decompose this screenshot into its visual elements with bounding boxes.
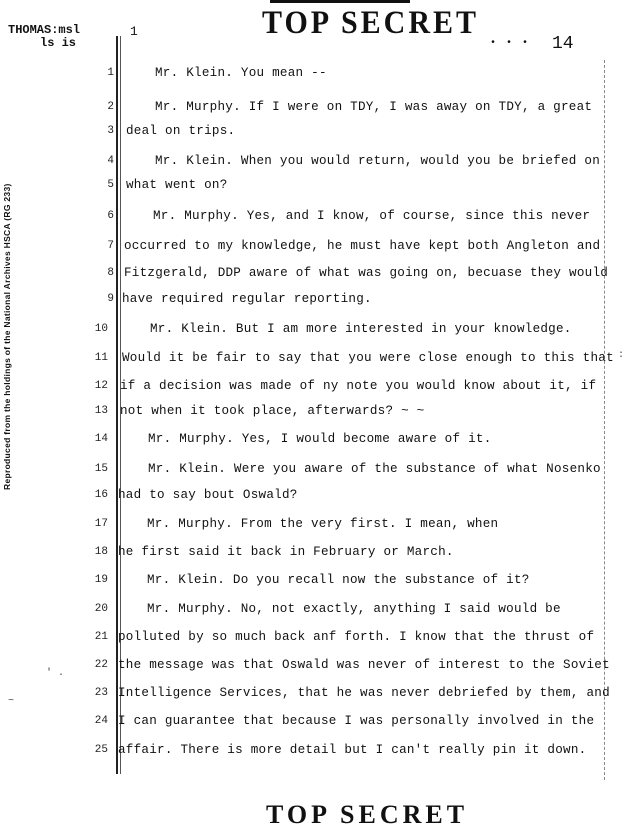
transcript-line: deal on trips. [126,124,236,138]
transcript-line: I can guarantee that because I was personally involved in the [118,714,595,728]
transcript-line: Mr. Murphy. If I were on TDY, I was away on TDY, a great [155,100,593,114]
transcript-line: Mr. Murphy. No, not exactly, anything I said would be [147,602,561,616]
sheet-number: 1 [130,24,138,39]
line-number: 21 [94,631,108,643]
transcript-line: Mr. Murphy. Yes, I would become aware of it. [148,432,492,446]
transcript-line: had to say bout Oswald? [118,488,298,502]
line-number: 8 [107,267,114,279]
transcript-line: Mr. Klein. You mean -- [155,66,327,80]
transcript-line: Mr. Klein. When you would return, would you be briefed on [155,154,601,168]
transcript-line: Intelligence Services, that he was never debriefed by them, and [118,686,610,700]
scan-speck: ' . [46,668,65,679]
line-number: 18 [94,546,108,558]
transcript-line: Mr. Murphy. Yes, and I know, of course, since this never [153,209,591,223]
transcript-line: Would it be fair to say that you were close enough to this that [122,351,614,365]
line-number: 3 [107,125,114,137]
line-number: 20 [94,603,108,615]
line-number: 13 [94,405,108,417]
scan-dots: • • • [490,38,531,49]
transcript-line: if a decision was made of ny note you would know about it, if [120,379,597,393]
transcript-line: not when it took place, afterwards? ~ ~ [120,404,425,418]
line-number: 9 [107,293,114,305]
transcript-line: have required regular reporting. [122,292,372,306]
classification-footer: TOP SECRET [266,800,469,826]
reporter-line-2: ls is [40,36,77,50]
transcript-line: polluted by so much back anf forth. I know that the thrust of [118,630,595,644]
reporter-initials [8,24,80,50]
line-number: 7 [107,240,114,252]
line-number: 10 [94,323,108,335]
line-number: 19 [94,574,108,586]
transcript-line: the message was that Oswald was never of interest to the Soviet [118,658,610,672]
line-number: 25 [94,744,108,756]
scan-speck: : [618,350,625,361]
transcript-line: Fitzgerald, DDP aware of what was going on, becuase they would [124,266,609,280]
line-number: 16 [94,489,108,501]
classification-header: TOP SECRET [262,4,480,41]
line-number: 5 [107,179,114,191]
scan-speck: ~ [8,696,15,707]
line-number: 2 [107,101,114,113]
transcript-line: Mr. Klein. Do you recall now the substance of it? [147,573,530,587]
line-number: 24 [94,715,108,727]
reporter-line-1: THOMAS:msl [8,23,81,37]
line-number: 11 [94,352,108,364]
line-number: 12 [94,380,108,392]
line-number: 17 [94,518,108,530]
transcript-line: he first said it back in February or March. [118,545,454,559]
page-number: 14 [552,34,574,54]
line-number: 1 [107,67,114,79]
line-number: 6 [107,210,114,222]
archive-margin-note: Reproduced from the holdings of the National Archives HSCA (RG 233) [2,183,12,490]
line-number: 14 [94,433,108,445]
transcript-line: Mr. Klein. Were you aware of the substance of what Nosenko [148,462,601,476]
transcript-line: Mr. Klein. But I am more interested in your knowledge. [150,322,572,336]
line-number: 22 [94,659,108,671]
transcript-line: occurred to my knowledge, he must have kept both Angleton and [124,239,601,253]
right-margin-rule [604,60,606,780]
transcript-line: what went on? [126,178,228,192]
top-border-bar [270,0,410,3]
line-number: 15 [94,463,108,475]
transcript-line: Mr. Murphy. From the very first. I mean, when [147,517,499,531]
transcript-line: affair. There is more detail but I can't really pin it down. [118,743,587,757]
line-number: 4 [107,155,114,167]
line-number: 23 [94,687,108,699]
